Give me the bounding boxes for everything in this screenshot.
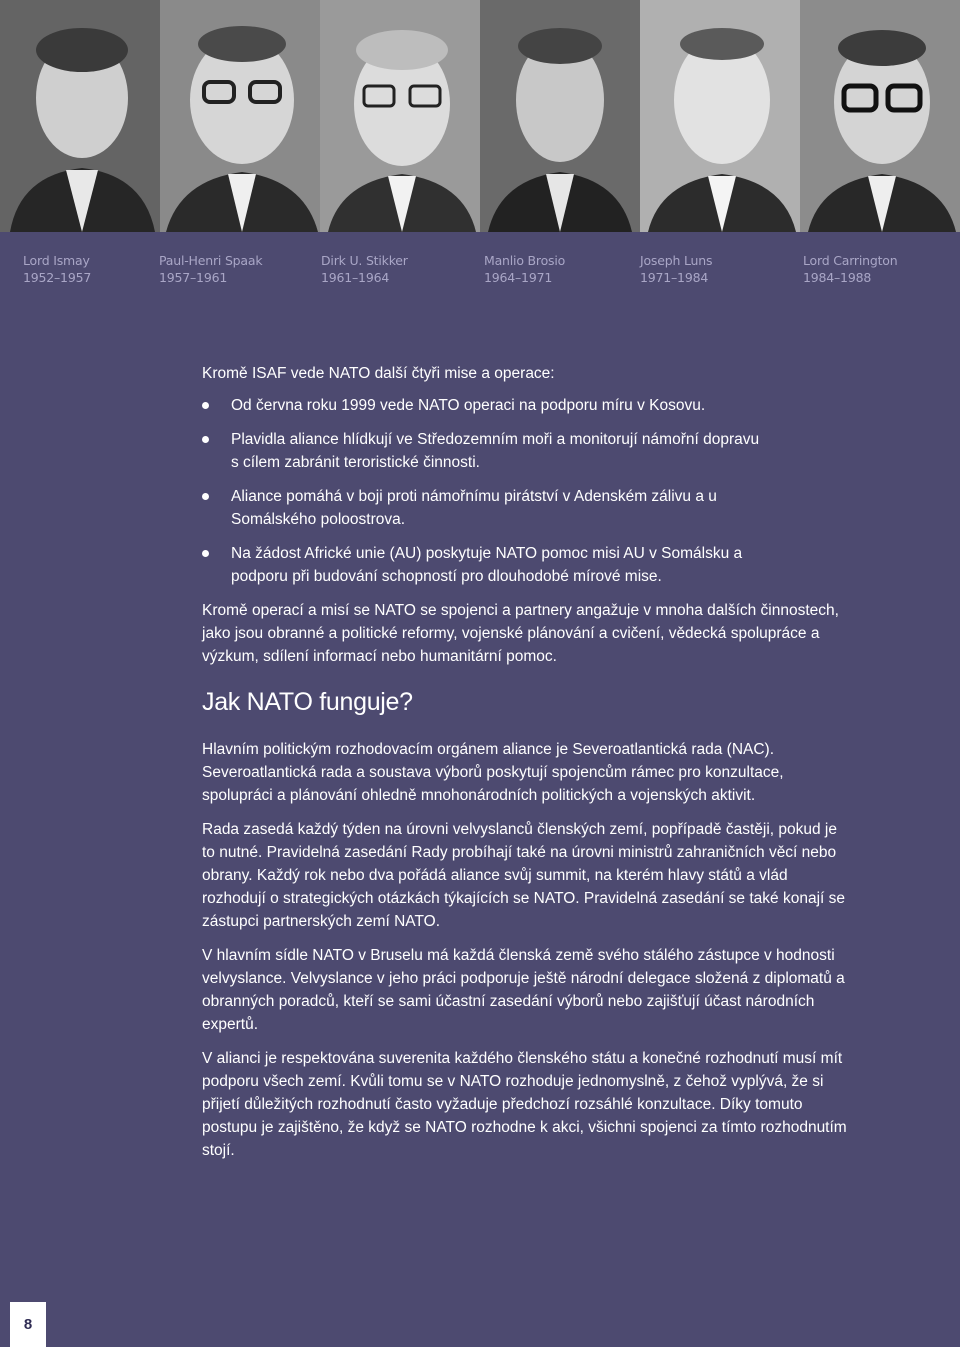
portrait-photo-icon: [160, 0, 320, 232]
portrait-paul-henri-spaak: [160, 0, 320, 232]
paragraph-nac: Hlavním politickým rozhodovacím orgánem aliance je Severoatlantická rada (NAC). Severoatlantická rada a soustava výborů poskytují spojencům rámec pro konzultace, spolupráci a plánování ohledně mnohonárodních politických a vojenských aktivit.: [202, 741, 784, 804]
caption-paul-henri-spaak: [159, 252, 262, 286]
caption-name: Dirk U. Stikker: [321, 253, 408, 268]
caption-name: Manlio Brosio: [484, 253, 566, 268]
caption-years: 1971–1984: [640, 270, 709, 285]
caption-years: 1964–1971: [484, 270, 553, 285]
portrait-dirk-stikker: [320, 0, 480, 232]
portrait-photo-icon: [800, 0, 960, 232]
list-item: [202, 428, 771, 474]
list-item: [202, 394, 771, 417]
operation-text: Aliance pomáhá v boji proti námořnímu pirátství v Adenském zálivu a u Somálského poloostrova.: [231, 488, 717, 528]
portrait-lord-carrington: [800, 0, 960, 232]
section-heading: Jak NATO funguje?: [202, 688, 413, 716]
bullet-icon: [202, 436, 209, 443]
main-content: [202, 362, 852, 1173]
caption-years: 1961–1964: [321, 270, 390, 285]
activities-paragraph: Kromě operací a misí se NATO se spojenci a partnery angažuje v mnoha dalších činnostech, jako jsou obranné a politické reformy, vojenské plánování a cvičení, vědecká spolupráce a výzkum, sdílení informací nebo humanitární pomoc.: [202, 602, 839, 665]
portrait-captions: [0, 252, 960, 292]
caption-years: 1952–1957: [23, 270, 92, 285]
portrait-manlio-brosio: [480, 0, 640, 232]
caption-years: 1984–1988: [803, 270, 872, 285]
caption-name: Lord Ismay: [23, 253, 90, 268]
caption-lord-carrington: [803, 252, 897, 286]
operation-text: Plavidla aliance hlídkují ve Středozemním moři a monitorují námořní dopravu s cílem zabránit teroristické činnosti.: [231, 431, 760, 471]
paragraph-council-meetings: Rada zasedá každý týden na úrovni velvyslanců členských zemí, popřípadě častěji, pokud je to nutné. Pravidelná zasedání Rady probíhají také na úrovni ministrů zahraničních věcí nebo obrany. Každý rok nebo dva pořádá aliance svůj summit, na kterém hlavy států a vlád rozhodují o strategických otázkách týkajících se NATO. Pravidelná zasedání se také konají se zástupci partnerských zemí NATO.: [202, 821, 846, 930]
operation-text: Na žádost Africké unie (AU) poskytuje NATO pomoc misi AU v Somálsku a podporu při budování schopností pro dlouhodobé mírové mise.: [231, 545, 743, 585]
bullet-icon: [202, 550, 209, 557]
caption-manlio-brosio: [484, 252, 565, 286]
operation-text: Od června roku 1999 vede NATO operaci na podporu míru v Kosovu.: [231, 397, 706, 414]
caption-name: Lord Carrington: [803, 253, 898, 268]
list-item: [202, 485, 771, 531]
operations-list: [202, 394, 852, 588]
caption-dirk-stikker: [321, 252, 408, 286]
paragraph-consensus: V alianci je respektována suverenita každého členského státu a konečné rozhodnutí musí mít podporu všech zemí. Kvůli tomu se v NATO rozhoduje jednomyslně, z čehož vyplývá, že si přijetí důležitých rozhodnutí často vyžaduje předchozí rozsáhlé konzultace. Díky tomuto postupu je zajištěno, že když se NATO rozhodne k akci, všichni spojenci za tímto rozhodnutím stojí.: [202, 1050, 847, 1159]
caption-joseph-luns: [640, 252, 712, 286]
portrait-lord-ismay: [0, 0, 160, 232]
portrait-photo-icon: [640, 0, 800, 232]
caption-lord-ismay: [23, 252, 91, 286]
paragraph-brussels-hq: V hlavním sídle NATO v Bruselu má každá členská země svého stálého zástupce v hodnosti velvyslance. Velvyslance v jeho práci podporuje ještě národní delegace složená z diplomatů a obranných poradců, kteří se sami účastní zasedání výborů nebo zajišťují účast národních expertů.: [202, 947, 845, 1033]
caption-years: 1957–1961: [159, 270, 228, 285]
caption-name: Joseph Luns: [640, 253, 713, 268]
operations-intro: Kromě ISAF vede NATO další čtyři mise a operace:: [202, 365, 555, 382]
portrait-joseph-luns: [640, 0, 800, 232]
bullet-icon: [202, 493, 209, 500]
portrait-photo-icon: [320, 0, 480, 232]
portrait-strip: [0, 0, 960, 232]
list-item: [202, 542, 771, 588]
portrait-photo-icon: [0, 0, 160, 232]
page-number: 8: [10, 1302, 46, 1347]
caption-name: Paul-Henri Spaak: [159, 253, 263, 268]
portrait-photo-icon: [480, 0, 640, 232]
bullet-icon: [202, 402, 209, 409]
